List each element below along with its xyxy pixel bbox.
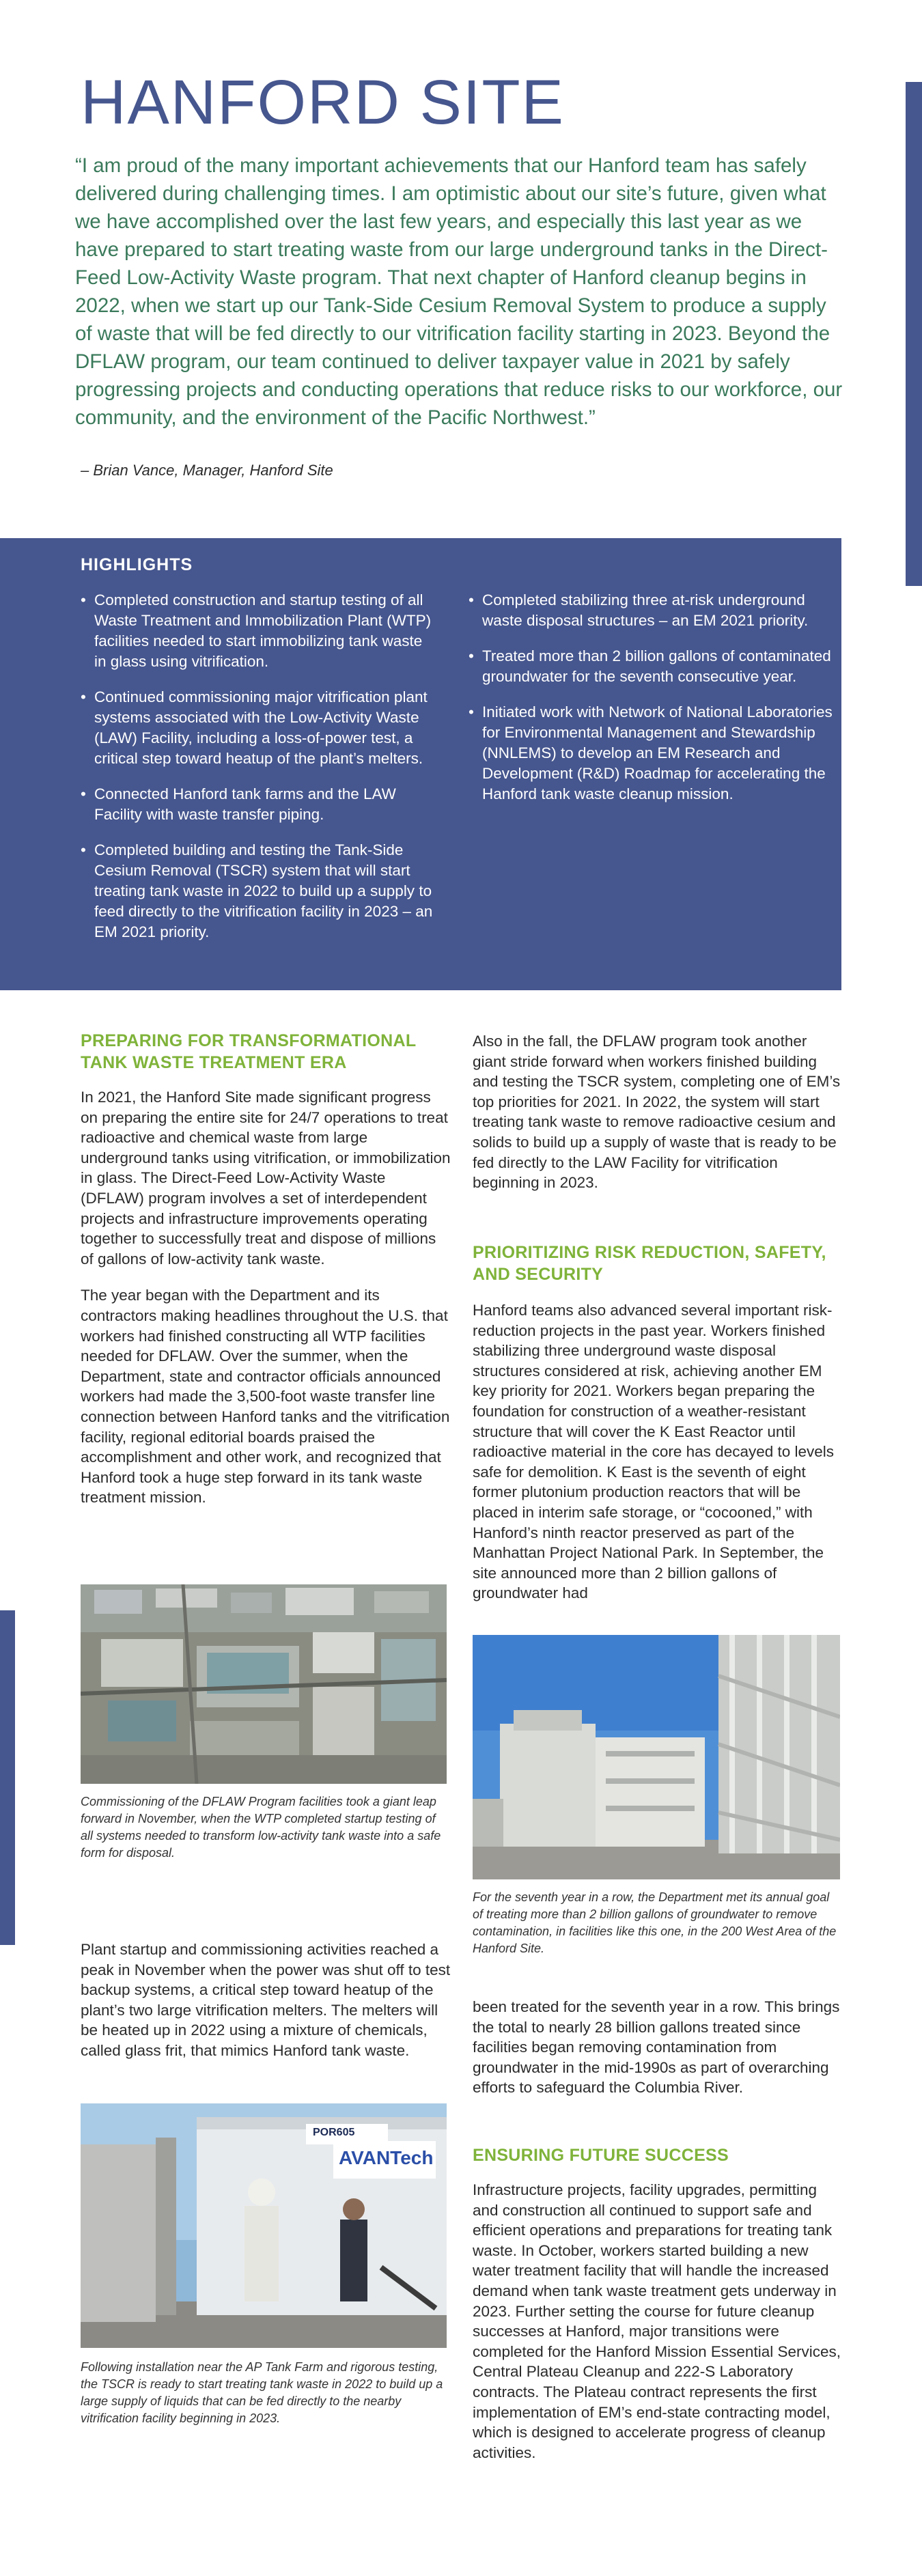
page-title: HANFORD SITE (81, 68, 565, 137)
bullet-icon: • (81, 591, 86, 608)
photo-sign-text: POR605 (313, 2127, 355, 2138)
bullet-icon: • (81, 841, 86, 858)
highlights-heading: HIGHLIGHTS (81, 555, 193, 574)
bullet-icon: • (469, 591, 474, 608)
section-preparing-intro (81, 1030, 451, 1508)
body-paragraph: been treated for the seventh year in a row. This brings the total to nearly 28 billion gallons treated since facilities began removing contamination from groundwater in the mid-1990s as part of overarching efforts to safeguard the Columbia River. (473, 1998, 840, 2097)
quote-attribution: – Brian Vance, Manager, Hanford Site (81, 462, 333, 479)
photo-caption: Commissioning of the DFLAW Program facilities took a giant leap forward in November, when the WTP completed startup testing of all systems needed to transform low-activity tank waste into a safe form for disposal. (81, 1795, 441, 1860)
tscr-system-photo (81, 2103, 447, 2348)
body-paragraph: Also in the fall, the DFLAW program took another giant stride forward when workers finished building and testing the TSCR system, completing one of EM’s top priorities for 2021. In 2022, the system will start treating tank waste to remove radioactive cesium and solids to build up a supply of waste that is ready to be fed directly to the LAW Facility for vitrification beginning in 2023. (473, 1033, 841, 1192)
bullet-icon: • (81, 785, 86, 802)
body-paragraph: Infrastructure projects, facility upgrades, permitting and construction all continued to support safe and efficient operations and preparations for treating tank waste. In October, workers started building a new water treatment facility that will handle the increased demand when tank waste treatment gets underway in 2023. Further setting the course for future cleanup successes at Hanford, major transitions were completed for the Hanford Mission Essential Services, Central Plateau Cleanup and 222-S Laboratory contracts. The Plateau contract represents the first implementation of EM’s end-state contracting model, which is designed to accelerate progress of cleanup activities. (473, 2181, 841, 2461)
body-paragraph: Plant startup and commissioning activities reached a peak in November when the power was shut off to test backup systems, a critical step toward heatup of the plant’s two large vitrification melters. The melters will be heated up in 2022 using a mixture of chemicals, called glass frit, that mimics Hanford tank waste. (81, 1941, 451, 2059)
section-risk-cont (473, 1997, 843, 2098)
edge-accent-bar (906, 82, 922, 586)
highlights-list-left (81, 590, 436, 957)
highlight-item: • Initiated work with Network of National Laboratories for Environmental Management and Stewardship (NNLEMS) to develop an EM Research and Development (R&D) Roadmap for accelerating the Hanford tank waste cleanup mission. (469, 703, 833, 802)
photo-caption: For the seventh year in a row, the Department met its annual goal of treating more than 2 billion gallons of groundwater to remove contamination, in facilities like this one, in the 200 West Area of the Hanford Site. (473, 1890, 837, 1955)
manager-quote: “I am proud of the many important achievements that our Hanford team has safely delivered during challenging times. I am optimistic about our site’s future, given what we have accomplished over the last few years, and especially this last year as we have prepared to start treating waste from our large underground tanks in the Direct-Feed Low-Activity Waste program. That next chapter of Hanford cleanup begins in 2022, when we start up our Tank-Side Cesium Removal System to produce a supply of waste that will be fed directly to our vitrification facility starting in 2023. Beyond the DFLAW program, our team continued to deliver taxpayer value in 2021 by safely progressing projects and conducting operations that reduce risks to our workforce, our community, and the environment of the Pacific Northwest.” (75, 154, 843, 429)
photo-caption: Following installation near the AP Tank Farm and rigorous testing, the TSCR is ready to start treating tank waste in 2022 to build up a large supply of liquids that can be fed directly to the nearby vitrification facility beginning in 2023. (81, 2360, 443, 2425)
wtp-aerial-photo (81, 1584, 447, 1784)
photo-caption-block (81, 2359, 451, 2427)
highlights-box (0, 538, 841, 990)
bullet-icon: • (81, 688, 86, 705)
highlight-item: • Connected Hanford tank farms and the LAW Facility with waste transfer piping. (81, 785, 396, 823)
section-future (473, 2144, 843, 2463)
highlight-item: • Completed building and testing the Tank-Side Cesium Removal (TSCR) system that will start treating tank waste in 2022 to build up a supply to feed directly to the vitrification facility in 2023 – an EM 2021 priority. (81, 841, 433, 940)
section-risk (473, 1242, 843, 1604)
highlights-list-right (469, 590, 837, 820)
bullet-icon: • (469, 703, 474, 720)
edge-accent-bar (0, 1610, 15, 1945)
highlight-item: • Completed stabilizing three at-risk underground waste disposal structures – an EM 2021 priority. (469, 591, 809, 629)
body-paragraph: In 2021, the Hanford Site made significant progress on preparing the entire site for 24/7 operations to treat radioactive and chemical waste from large underground tanks using vitrification, or immobilization in glass. The Direct-Feed Low-Activity Waste (DFLAW) program involves a set of interdependent projects and infrastructure improvements operating together to successfully treat and dispose of millions of gallons of low-activity tank waste. (81, 1089, 451, 1268)
body-paragraph: Hanford teams also advanced several important risk-reduction projects in the past year. Workers finished stabilizing three underground waste disposal structures considered at risk, achieving another EM key priority for 2021. Workers began preparing the foundation for construction of a weather-resistant structure that will cover the K East Reactor until radioactive material in the core has decayed to levels safe for demolition. K East is the seventh of eight former plutonium production reactors that will be placed in interim safe storage, or “cocooned,” with Hanford’s ninth reactor preserved as part of the Manhattan Project National Park. In September, the site announced more than 2 billion gallons of groundwater had (473, 1302, 835, 1602)
groundwater-facility-photo (473, 1635, 840, 1879)
body-paragraph: The year began with the Department and its contractors making headlines throughout the U.S. that workers had finished constructing all WTP facilities needed for DFLAW. Over the summer, when the Department, state and contractor officials announced workers had made the 3,500-foot waste transfer line connection between Hanford tanks and the vitrification facility, regional editorial boards praised the accomplishment and other work, and recognized that Hanford took a huge step forward in its tank waste treatment mission. (81, 1287, 450, 1507)
section-heading: PREPARING FOR TRANSFORMATIONAL TANK WASTE TREATMENT ERA (81, 1031, 416, 1072)
section-heading: ENSURING FUTURE SUCCESS (473, 2146, 729, 2165)
section-preparing-right (473, 1031, 843, 1193)
highlight-item: • Continued commissioning major vitrification plant systems associated with the Low-Activity Waste (LAW) Facility, including a loss-of-power test, a critical step toward heatup of the plant’s melters. (81, 688, 428, 767)
photo-caption-block (81, 1793, 451, 1862)
highlight-item: • Completed construction and startup testing of all Waste Treatment and Immobilization Plant (WTP) facilities needed to start immobilizing tank waste in glass using vitrification. (81, 591, 432, 670)
photo-sign-text: AVANTech (339, 2147, 434, 2168)
bullet-icon: • (469, 647, 474, 664)
highlight-item: • Treated more than 2 billion gallons of contaminated groundwater for the seventh consecutive year. (469, 647, 831, 685)
section-heading: PRIORITIZING RISK REDUCTION, SAFETY, AND SECURITY (473, 1243, 826, 1284)
section-preparing-cont (81, 1940, 451, 2061)
photo-caption-block (473, 1889, 843, 1957)
